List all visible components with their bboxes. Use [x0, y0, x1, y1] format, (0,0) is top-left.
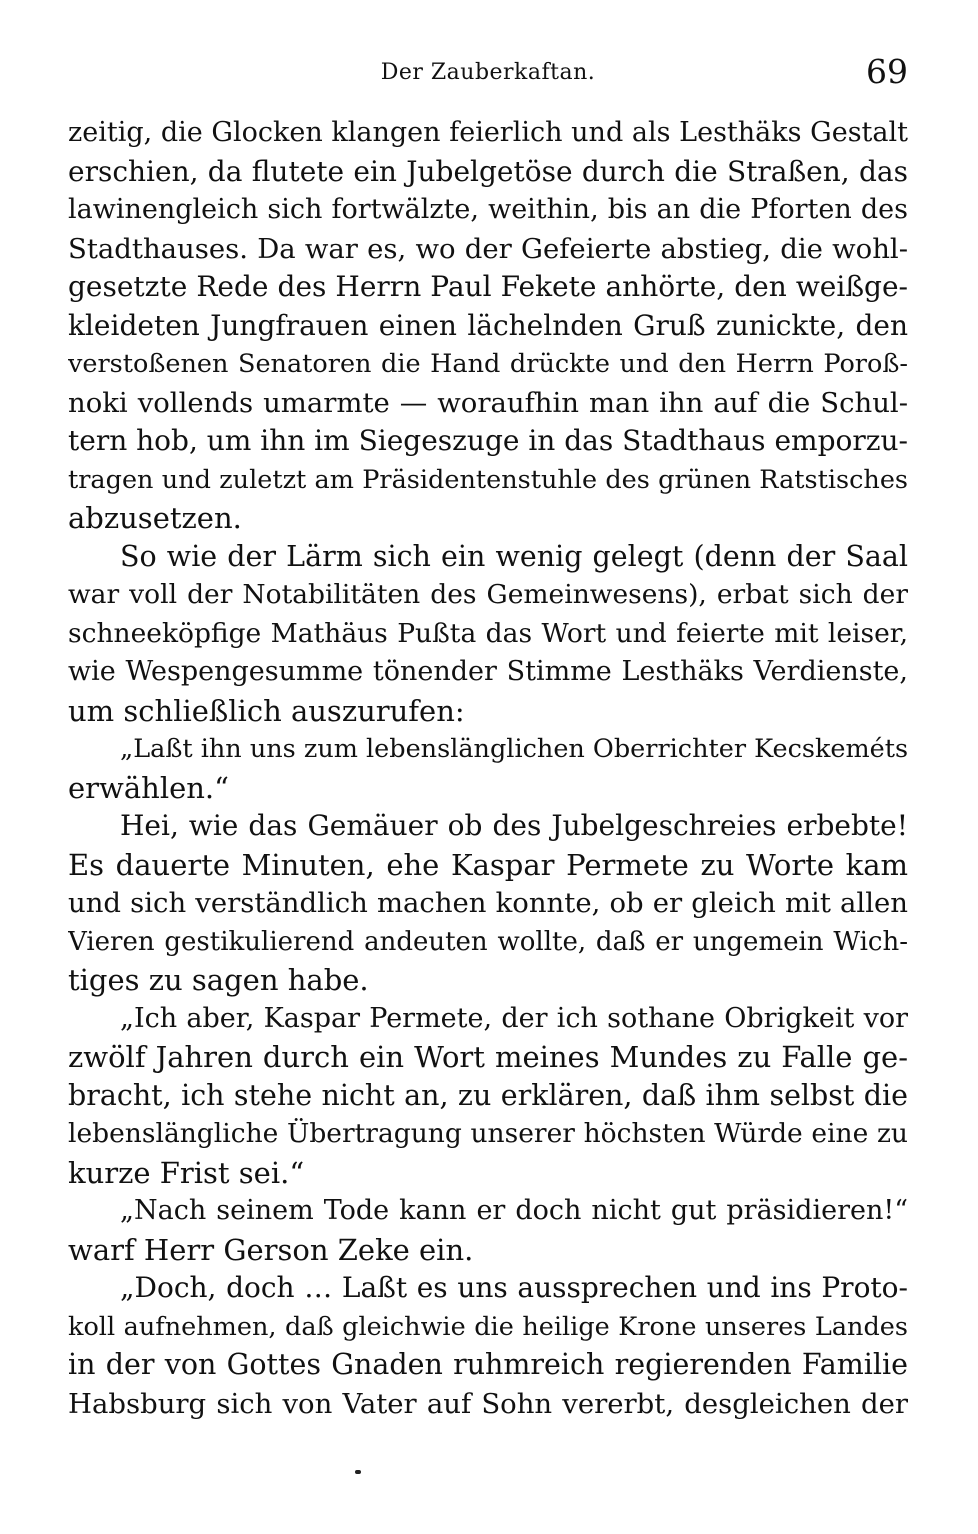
text-line: warf Herr Gerson Zeke ein.: [68, 1232, 474, 1267]
text-line: abzusetzen.: [68, 501, 242, 535]
text-line: „Laßt ihn uns zum lebenslänglichen Oberrichter Kecskeméts: [120, 734, 908, 764]
text-line: Es dauerte Minuten, ehe Kaspar Permete zu Worte kam: [68, 847, 908, 882]
print-mark: [355, 1470, 361, 1474]
text-line: „Nach seinem Tode kann er doch nicht gut präsidieren!“: [120, 1195, 908, 1226]
text-line: und sich verständlich machen konnte, ob er gleich mit allen: [68, 887, 908, 919]
text-line: Stadthauses. Da war es, wo der Gefeierte abstieg, die wohl-: [68, 232, 908, 265]
text-line: bracht, ich stehe nicht an, zu erklären, daß ihm selbst die: [68, 1078, 908, 1112]
text-line: noki vollends umarmte — woraufhin man ihn auf die Schul-: [68, 386, 908, 419]
text-line: „Ich aber, Kaspar Permete, der ich sothane Obrigkeit vor: [120, 1002, 908, 1034]
page-number: 69: [866, 52, 908, 91]
text-line: war voll der Notabilitäten des Gemeinwesens), erbat sich der: [68, 579, 908, 610]
text-line: gesetzte Rede des Herrn Paul Fekete anhörte, den weißge-: [68, 270, 908, 303]
text-line: Vieren gestikulierend andeuten wollte, daß er ungemein Wich-: [68, 926, 908, 957]
text-line: koll aufnehmen, daß gleichwie die heilige Krone unseres Landes: [68, 1311, 908, 1342]
text-line: Hei, wie das Gemäuer ob des Jubelgeschreies erbebte!: [120, 809, 908, 842]
text-line: zeitig, die Glocken klangen feierlich und als Lesthäks Gestalt: [68, 117, 908, 148]
text-line: kleideten Jungfrauen einen lächelnden Gruß zunickte, den: [68, 308, 908, 342]
text-line: um schließlich auszurufen:: [68, 693, 465, 728]
text-line: wie Wespengesumme tönender Stimme Lesthäks Verdienste,: [68, 656, 908, 687]
text-line: erschien, da flutete ein Jubelgetöse durch die Straßen, das: [68, 154, 908, 188]
text-line: tiges zu sagen habe.: [68, 963, 369, 997]
text-line: So wie der Lärm sich ein wenig gelegt (denn der Saal: [120, 539, 908, 573]
body-text: [68, 114, 908, 1423]
running-title: Der Zauberkaftan.: [380, 60, 596, 85]
page-header: [68, 52, 908, 104]
text-line: lawinengleich sich fortwälzte, weithin, bis an die Pforten des: [68, 194, 908, 225]
text-line: „Doch, doch … Laßt es uns aussprechen und ins Proto-: [120, 1271, 908, 1304]
text-line: verstoßenen Senatoren die Hand drückte und den Herrn Poroß-: [68, 349, 908, 379]
text-line: schneeköpfige Mathäus Pußta das Wort und feierte mit leiser,: [68, 617, 908, 649]
text-line: in der von Gottes Gnaden ruhmreich regierenden Familie: [68, 1348, 908, 1381]
text-line: zwölf Jahren durch ein Wort meines Mundes zu Falle ge-: [68, 1040, 908, 1074]
text-line: Habsburg sich von Vater auf Sohn vererbt, desgleichen der: [68, 1387, 908, 1420]
text-line: erwählen.“: [68, 770, 229, 805]
text-line: kurze Frist sei.“: [68, 1155, 305, 1190]
book-page: [68, 52, 908, 1522]
text-line: tern hob, um ihn im Siegeszuge in das Stadthaus emporzu-: [68, 424, 908, 457]
text-line: tragen und zuletzt am Präsidentenstuhle des grünen Ratstisches: [68, 464, 908, 495]
text-line: lebenslängliche Übertragung unserer höchsten Würde eine zu: [68, 1118, 908, 1149]
